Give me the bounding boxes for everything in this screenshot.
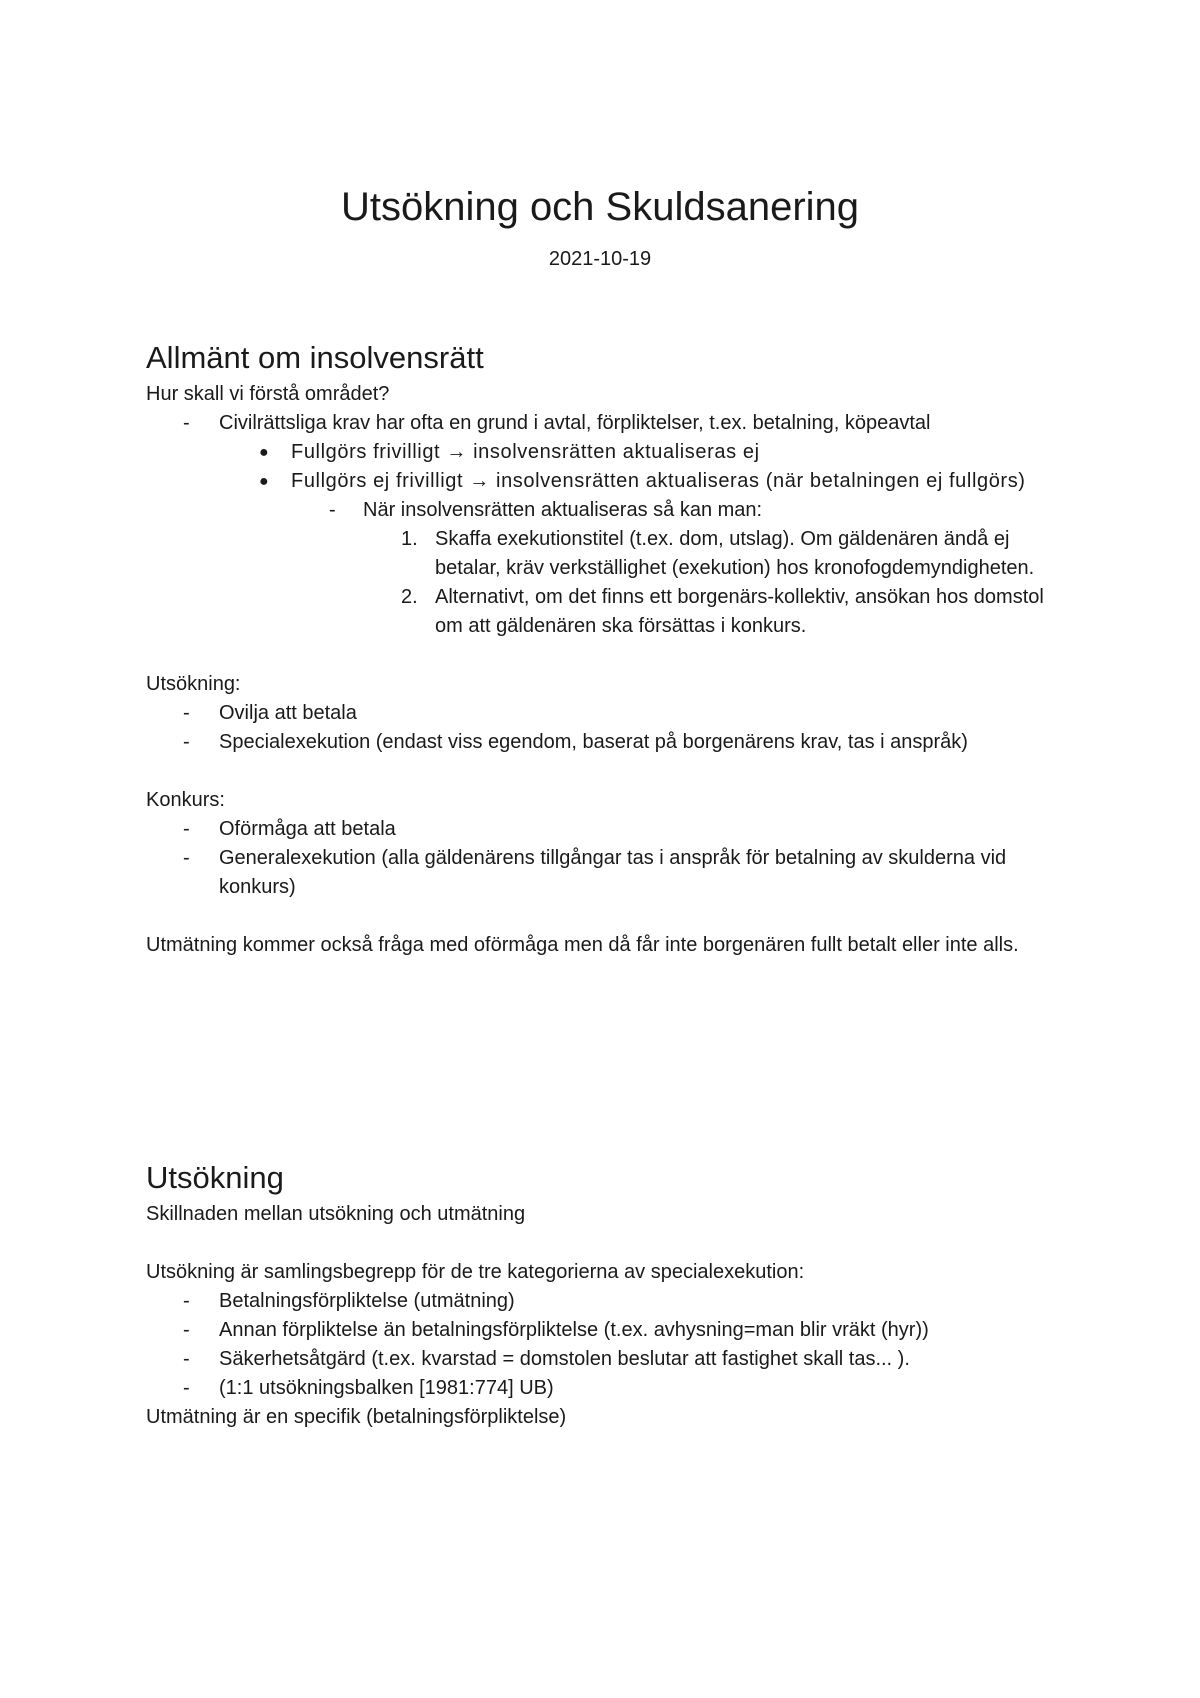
list-item xyxy=(146,699,1066,728)
section-intro: Skillnaden mellan utsökning och utmätning xyxy=(146,1203,526,1225)
list-item xyxy=(146,1287,1066,1316)
section-intro: Hur skall vi förstå området? xyxy=(146,383,390,405)
number-marker: 1. xyxy=(401,528,418,550)
list-item-text: Specialexekution (endast viss egendom, baserat på borgenärens krav, tas i anspråk) xyxy=(219,731,968,753)
list-item xyxy=(219,467,1066,641)
list-item xyxy=(146,844,1066,902)
list-item-text: Ovilja att betala xyxy=(219,702,357,724)
list-item xyxy=(146,815,1066,844)
document-title: Utsökning och Skuldsanering xyxy=(340,185,860,229)
list-item-text: (1:1 utsökningsbalken [1981:774] UB) xyxy=(219,1377,554,1399)
dash-marker: - xyxy=(183,702,190,724)
konkurs-label: Konkurs: xyxy=(146,789,225,811)
nested-dash-list xyxy=(291,496,1066,641)
dash-marker: - xyxy=(183,412,190,434)
bullet-list xyxy=(219,438,1066,641)
dash-marker: - xyxy=(329,499,336,521)
list-item xyxy=(219,438,1066,467)
list-item xyxy=(146,1374,1066,1403)
dash-list xyxy=(146,1287,1066,1403)
section-utsokning xyxy=(146,1158,1066,1432)
bullet-marker: ● xyxy=(259,444,270,461)
list-item xyxy=(291,496,1066,641)
list-item-text: Säkerhetsåtgärd (t.ex. kvarstad = domstolen beslutar att fastighet skall tas... ). xyxy=(219,1348,910,1370)
dash-marker: - xyxy=(183,1348,190,1370)
section-closing: Utmätning är en specifik (betalningsförpliktelse) xyxy=(146,1406,567,1428)
list-item xyxy=(363,583,1066,641)
dash-marker: - xyxy=(183,1377,190,1399)
dash-marker: - xyxy=(183,847,190,869)
section-general-insolvency xyxy=(146,338,1066,960)
dash-list xyxy=(146,409,1066,641)
section-lead: Utsökning är samlingsbegrepp för de tre kategorierna av specialexekution: xyxy=(146,1261,805,1283)
list-item-text: Fullgörs ej frivilligt → insolvensrätten aktualiseras (när betalningen ej fullgörs) xyxy=(291,470,1026,492)
dash-marker: - xyxy=(183,818,190,840)
section-heading: Utsökning xyxy=(146,1160,284,1195)
number-marker: 2. xyxy=(401,586,418,608)
section-heading: Allmänt om insolvensrätt xyxy=(146,340,484,375)
dash-marker: - xyxy=(183,1290,190,1312)
list-item-text: Betalningsförpliktelse (utmätning) xyxy=(219,1290,515,1312)
bullet-marker: ● xyxy=(259,473,270,490)
list-item xyxy=(146,1345,1066,1374)
list-item xyxy=(363,525,1066,583)
list-item-text: Generalexekution (alla gäldenärens tillgångar tas i anspråk för betalning av skulderna vid konkurs) xyxy=(219,847,1007,898)
document-date: 2021-10-19 xyxy=(548,248,652,270)
list-item-text: Civilrättsliga krav har ofta en grund i avtal, förpliktelser, t.ex. betalning, köpeavtal xyxy=(219,412,931,434)
list-item-text: Oförmåga att betala xyxy=(219,818,396,840)
list-item-text: När insolvensrätten aktualiseras så kan man: xyxy=(363,499,763,521)
dash-list xyxy=(146,815,1066,902)
list-item-text: Fullgörs frivilligt → insolvensrätten aktualiseras ej xyxy=(291,441,760,463)
list-item-text: Skaffa exekutionstitel (t.ex. dom, utslag). Om gäldenären ändå ej betalar, kräv verkställighet (exekution) hos kronofogdemyndigheten. xyxy=(435,528,1035,579)
list-item-text: Annan förpliktelse än betalningsförpliktelse (t.ex. avhysning=man blir vräkt (hyr)) xyxy=(219,1319,929,1341)
dash-list xyxy=(146,699,1066,757)
list-item-text: Alternativt, om det finns ett borgenärs-kollektiv, ansökan hos domstol om att gäldenären ska försättas i konkurs. xyxy=(435,586,1044,637)
dash-marker: - xyxy=(183,1319,190,1341)
numbered-list xyxy=(363,525,1066,641)
section-closing: Utmätning kommer också fråga med oförmåga men då får inte borgenären fullt betalt eller inte alls. xyxy=(146,934,1019,956)
list-item xyxy=(146,409,1066,641)
list-item xyxy=(146,728,1066,757)
utsokning-label: Utsökning: xyxy=(146,673,241,695)
dash-marker: - xyxy=(183,731,190,753)
list-item xyxy=(146,1316,1066,1345)
